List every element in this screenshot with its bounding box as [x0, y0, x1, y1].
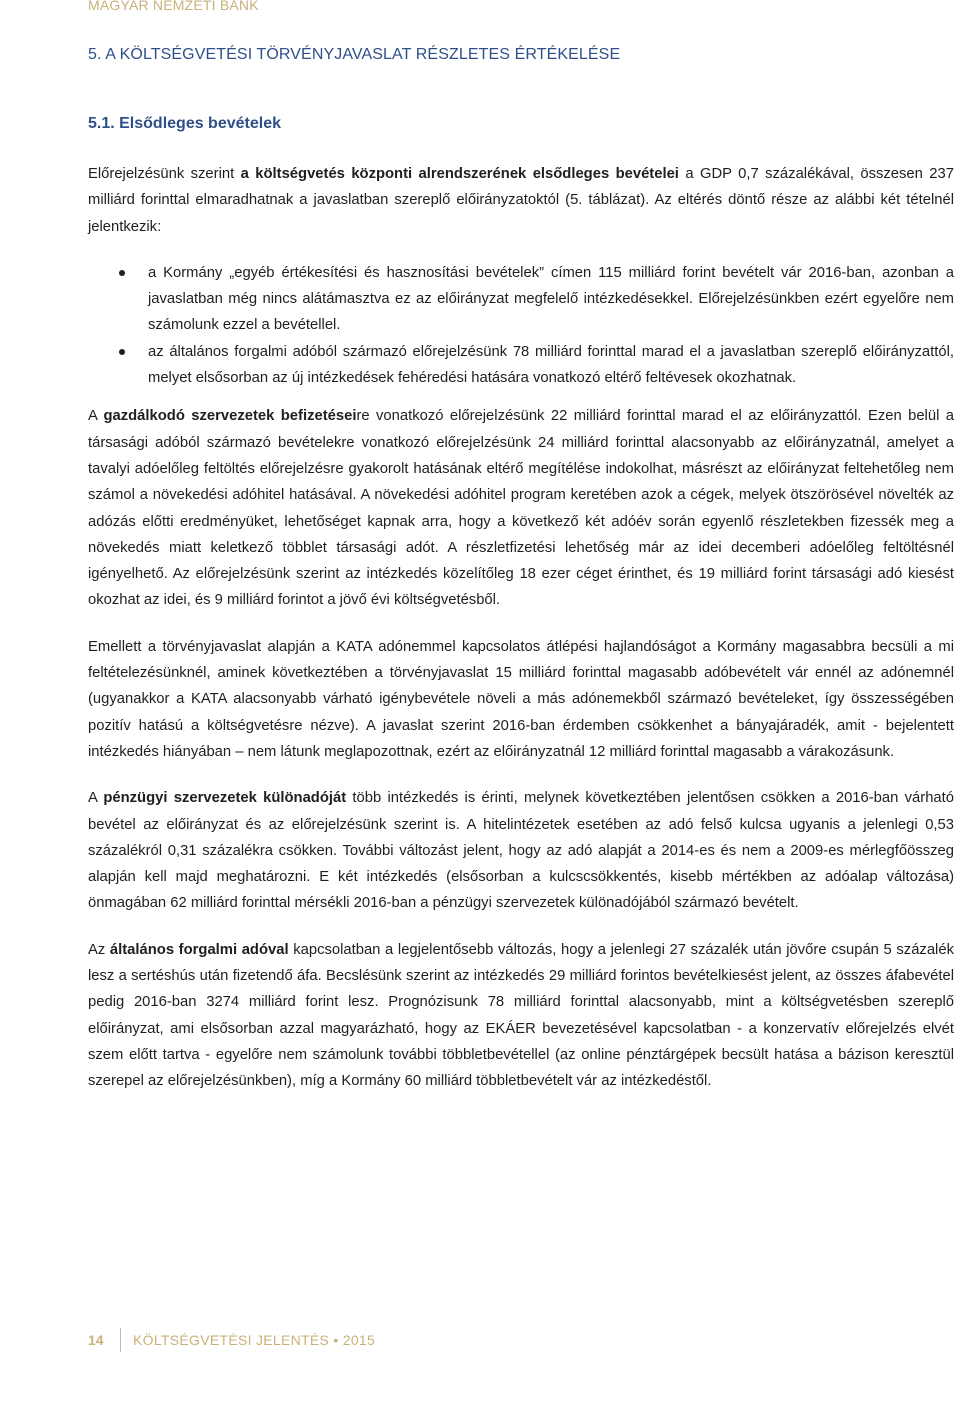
bullet-item: a Kormány „egyéb értékesítési és hasznosítási bevételek” címen 115 milliárd forint bevételt vár 2016-ban, azonban a javaslatban még nincs alátámasztva ez az előirányzat megfelelő intézkedésekkel. Előrejelzésünkben ezért egyelőre nem számolunk ezzel a bevétellel.	[88, 260, 954, 339]
paragraph-business-payments: A gazdálkodó szervezetek befizetéseire vonatkozó előrejelzésünk 22 milliárd forinttal marad el az előirányzattól. Ezen belül a társasági adóból származó bevételekre vonatkozó előrejelzésünk 24 milliárd forinttal alacsonyabb az előirányzatnál, amelyet a tavalyi adóelőleg feltöltés előrejelzésre gyakorolt hatásának eltérő megítélése indokolhat, másrészt az előirányzat feltehetőleg nem számol a növekedési adóhitel hatásával. A növekedési adóhitel program keretében azok a cégek, melyek ötszörösével növelték az adózás előtti eredményüket, lehetőséget kapnak arra, hogy a következő két adóév során egyenlő részletekben fizessék meg a növekedés miatt keletkező többlet társasági adót. A részletfizetési lehetőség már az idei decemberi adóelőleg feltöltésnél igényelhető. Az előrejelzésünk szerint az intézkedés közelítőleg 18 ezer céget érinthet, és 19 milliárd forint társasági adó kiesést okozhat az idei, és 9 milliárd forintot a jövő évi költségvetésből.	[88, 408, 954, 609]
bullet-dot-icon	[119, 270, 125, 276]
section-title: 5.1. Elsődleges bevételek	[88, 115, 281, 132]
emphasis-primary-revenue: a költségvetés központi alrendszerének elsődleges bevételei	[240, 166, 679, 182]
emphasis-business-payments: gazdálkodó szervezetek befizetései	[103, 408, 357, 425]
header-bank-name: MAGYAR NEMZETI BANK	[88, 0, 259, 13]
paragraph-primary-revenue: Előrejelzésünk szerint a költségvetés központi alrendszerének elsődleges bevételei a GDP 0,7 százalékával, összesen 237 milliárd forinttal elmaradhatnak a javaslatban szereplő előirányzatoktól (5. táblázat). Az eltérés döntő része az alábbi két tételnél jelentkezik:	[88, 166, 954, 235]
page-footer	[88, 1328, 375, 1352]
chapter-title: 5. A KÖLTSÉGVETÉSI TÖRVÉNYJAVASLAT RÉSZLETES ÉRTÉKELÉSE	[88, 46, 621, 63]
bullet-dot-icon	[119, 349, 125, 355]
bullet-item: az általános forgalmi adóból származó előrejelzésünk 78 milliárd forinttal marad el a javaslatban szereplő előirányzattól, melyet elsősorban az új intézkedések fehéredési hatására vonatkozó eltérő feltévesek okozhatnak.	[88, 339, 954, 392]
footer-report-title: KÖLTSÉGVETÉSI JELENTÉS • 2015	[133, 1332, 376, 1348]
emphasis-financial-levy: pénzügyi szervezetek különadóját	[103, 790, 347, 807]
paragraph-kata: Emellett a törvényjavaslat alapján a KATA adónemmel kapcsolatos átlépési hajlandóságot a Kormány magasabbra becsüli a mi feltételezésünknél, aminek következtében a törvényjavaslat 15 milliárd forinttal magasabb adóbevételt vár ennél az adónemnél (ugyanakkor a KATA alacsonyabb várható igénybevétele növeli a más adónemekből származó bevételeket, így összességében pozitív hatású a költségvetésre nézve). A javaslat szerint 2016-ban érdemben csökkenhet a bányajáradék, amit - bejelentett intézkedés hiányában – nem látunk meglapozottnak, ezért az előirányzatnál 12 milliárd forinttal magasabb a várakozásunk.	[88, 638, 954, 760]
page-number: 14	[88, 1332, 104, 1348]
bullet-list	[88, 260, 954, 391]
footer-divider	[120, 1328, 121, 1352]
document-body	[88, 161, 954, 1095]
paragraph-financial-levy: A pénzügyi szervezetek különadóját több intézkedés is érinti, melynek következtében jelentősen csökken a 2016-ban várható bevétel az előirányzat és az előrejelzésünk szerint is. A hitelintézetek esetében az adó felső kulcsa ugyanis a jelenlegi 0,53 százalékról 0,31 százalékra csökken. További változást jelent, hogy az adó alapját a 2014-es és nem a 2009-es mérlegfőösszeg alapján kell majd meghatározni. E két intézkedés (elsősorban a kulcscsökkentés, kisebb mértékben az adóalap változása) önmagában 62 milliárd forinttal mérsékli 2016-ban a pénzügyi szervezetek különadójából származó bevételt.	[88, 790, 955, 912]
paragraph-vat: Az általános forgalmi adóval kapcsolatban a legjelentősebb változás, hogy a jelenlegi 27 százalék után jövőre csupán 5 százalék lesz a sertéshús után fizetendő áfa. Becslésünk szerint az intézkedés 29 milliárd forintos bevételkiesést jelent, az összes áfabevétel pedig 2016-ban 3274 milliárd forint lesz. Prognózisunk 78 milliárd forinttal alacsonyabb, mint a költségvetésben szereplő előirányzat, ami elsősorban azzal magyarázható, hogy az EKÁER bevezetésével kapcsolatban - a konzervatív előrejelzés elvét szem előtt tartva - egyelőre nem számolunk további többletbevétellel (az online pénztárgépek becsült hatása a bázison keresztül szerepel az előrejelzésünkben), míg a Kormány 60 milliárd többletbevételt vár az intézkedéstől.	[88, 941, 954, 1090]
emphasis-vat: általános forgalmi adóval	[109, 941, 289, 958]
